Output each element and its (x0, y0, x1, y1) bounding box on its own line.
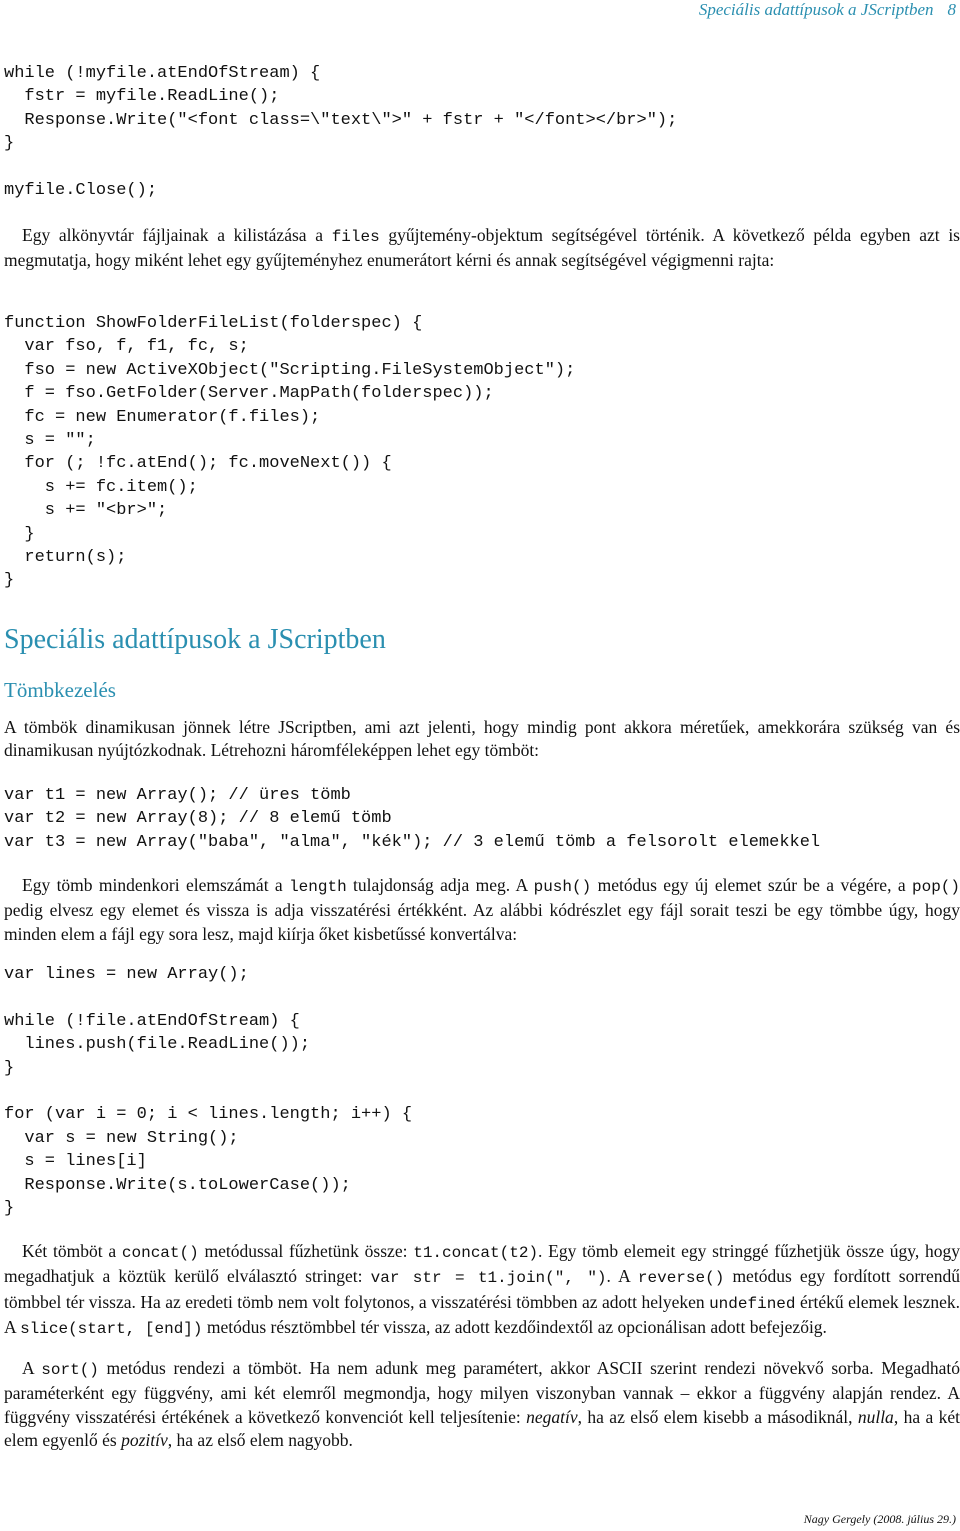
code-block-lines: var lines = new Array(); while (!file.atEndOfStream) { lines.push(file.ReadLine()); } for (var i = 0; i < lines.length; i++) { var s = new String(); s = lines[i] Response.Write(s.toLowerCase()); } (4, 965, 413, 1219)
code-block-folder-list: function ShowFolderFileList(folderspec) { var fso, f, f1, fc, s; fso = new ActiveXObject("Scripting.FileSystemObject"); f = fso.GetFolder(Server.MapPath(folderspec)); fc = new Enumerator(f.files); s = ""; for (; !fc.atEnd(); fc.moveNext()) { s += fc.item(); s += "<br>"; } return(s); } (4, 314, 576, 591)
running-title: Speciális adattípusok a JScriptben (698, 0, 934, 19)
page-number: 8 (947, 0, 956, 19)
section-title: Speciális adattípusok a JScriptben (4, 624, 386, 655)
code-block-array-create: var t1 = new Array(); // üres tömb var t2 = new Array(8); // 8 elemű tömb var t3 = new Array("baba", "alma", "kék"); // 3 elemű tömb a felsorolt elemekkel (4, 786, 821, 852)
page-footer: Nagy Gergely (2008. július 29.) (803, 1512, 956, 1526)
paragraph-concat-join: Két tömböt a concat() metódussal fűzhetünk össze: t1.concat(t2). Egy tömb elemeit egy stringgé fűzhetjük össze úgy, hogy megadhatjuk a köztük kerülő elválasztó stringet: var str = t1.join(", "). A reverse() metódus egy fordított sorrendű tömbbel tér vissza. Ha az eredeti tömb nem volt folytonos, a visszatérési tömbben az adott helyeken undefined értékű elemek lesznek. A slice(start, [end]) metódus résztömbbel tér vissza, az adott kezdőindextől az opcionálisan adott befejezőig. (4, 1241, 960, 1339)
paragraph-array-intro: A tömbök dinamikusan jönnek létre JScriptben, ami azt jelenti, hogy mindig pont akkora méretűek, amekkorára szükség van és dinamikusan nyújtózkodnak. Létrehozni háromféleképpen lehet egy tömböt: (4, 717, 960, 761)
paragraph-folder-listing: Egy alkönyvtár fájljainak a kilistázása a files gyűjtemény-objektum segítségével történik. A következő példa egyben azt is megmutatja, hogy miként lehet egy gyűjteményhez enumerátort kérni és annak segítségével végigmenni rajta: (4, 225, 960, 271)
paragraph-sort: A sort() metódus rendezi a tömböt. Ha nem adunk meg paramétert, akkor ASCII szerint rendezi növekvő sorba. Megadható paraméterként egy függvény, ami két elemről megmondja, hogy milyen viszonyban vannak – ekkor a függvény alapján rendez. A függvény visszatérési értékének a következő konvenciót kell teljesítenie: negatív, ha az első elem kisebb a másodiknál, nulla, ha a két elem egyenlő és pozitív, ha az első elem nagyobb. (4, 1358, 960, 1451)
subsection-title: Tömbkezelés (4, 678, 116, 702)
code-block-read-file: while (!myfile.atEndOfStream) { fstr = myfile.ReadLine(); Response.Write("<font class=\"text\">" + fstr + "</font></br>"); } myfile.Close(); (4, 64, 678, 201)
running-header (699, 0, 956, 20)
paragraph-array-methods: Egy tömb mindenkori elemszámát a length tulajdonság adja meg. A push() metódus egy új elemet szúr be a végére, a pop() pedig elvesz egy elemet és vissza is adja visszatérési értékként. Az alábbi kódrészlet egy fájl sorait teszi be egy tömbbe úgy, hogy minden elem a fájl egy sora lesz, majd kiírja őket kisbetűssé konvertálva: (4, 875, 960, 944)
